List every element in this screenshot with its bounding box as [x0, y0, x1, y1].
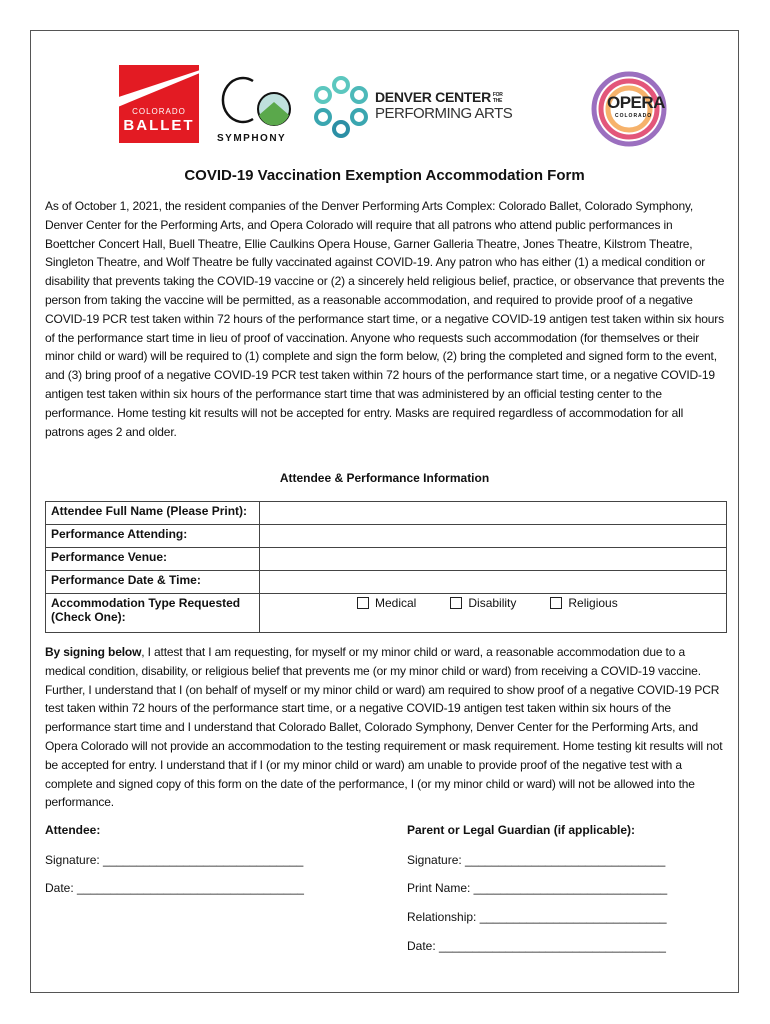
section-title: Attendee & Performance Information [279, 471, 490, 485]
opera-colorado-logo: OPERA COLORADO [589, 69, 669, 149]
medical-checkbox[interactable]: Medical [357, 596, 416, 610]
date-time-field[interactable] [260, 571, 727, 594]
guardian-relationship-line[interactable]: Relationship: ____________________________ [407, 910, 667, 924]
venue-field[interactable] [260, 548, 727, 571]
name-field[interactable] [260, 502, 727, 525]
performance-label: Performance Attending: [46, 525, 260, 548]
religious-checkbox[interactable]: Religious [550, 596, 617, 610]
guardian-date-line[interactable]: Date: __________________________________ [407, 939, 666, 953]
accommodation-options [260, 594, 727, 633]
guardian-print-name-line[interactable]: Print Name: _____________________________ [407, 881, 668, 895]
colorado-ballet-logo: COLORADO BALLET [119, 65, 199, 143]
colorado-symphony-logo: SYMPHONY [217, 71, 297, 146]
venue-label: Performance Venue: [46, 548, 260, 571]
date-time-label: Performance Date & Time: [46, 571, 260, 594]
disability-checkbox[interactable]: Disability [450, 596, 516, 610]
attendee-heading: Attendee: [45, 823, 101, 837]
form-page [30, 30, 739, 993]
form-title: COVID-19 Vaccination Exemption Accommodation Form [184, 167, 585, 184]
performance-field[interactable] [260, 525, 727, 548]
attendee-date-line[interactable]: Date: __________________________________ [45, 881, 304, 895]
name-label: Attendee Full Name (Please Print): [46, 502, 260, 525]
partner-logos [119, 65, 679, 145]
attendee-signature-line[interactable]: Signature: ______________________________ [45, 853, 304, 867]
dcpa-logo: DENVER CENTER FOR THE PERFORMING ARTS [311, 75, 541, 140]
guardian-heading: Parent or Legal Guardian (if applicable): [407, 823, 636, 837]
accommodation-label: Accommodation Type Requested (Check One): [46, 594, 260, 633]
attendee-info-table [45, 501, 727, 633]
attestation-paragraph: By signing below, I attest that I am requesting, for myself or my minor child or ward, a reasonable accommodation due to a medical condition, disability, or religious belief that prevents me (or my minor child or ward) from receiving a COVID-19 vaccine. Further, I understand that I (on behalf of myself or my minor child or ward) am required to show proof of a negative COVID-19 PCR test taken within 72 hours of the performance start time, or a negative COVID-19 antigen test taken within six hours of the performance start time and I understand that Colorado Ballet, Colorado Symphony, Denver Center for the Performing Arts, and Opera Colorado will not provide an accommodation to the testing requirement or mask requirement. Home testing kit results will not be accepted for entry. I understand that if I (or my minor child or ward) am unable to provide proof of the negative test with a complete and signed copy of this form on the date of the performance, I (or my minor child or ward) will not be allowed into the performance. [45, 645, 723, 810]
guardian-signature-line[interactable]: Signature: ______________________________ [407, 853, 666, 867]
intro-paragraph: As of October 1, 2021, the resident companies of the Denver Performing Arts Complex: Colorado Ballet, Colorado Symphony, Denver Center for the Performing Arts, and Opera Colorado will require that all patrons who attend public performances in Boettcher Concert Hall, Buell Theatre, Ellie Caulkins Opera House, Garner Galleria Theatre, Jones Theatre, Kilstrom Theatre, Singleton Theatre, and Wolf Theatre be fully vaccinated against COVID-19. Any patron who has either (1) a medical condition or disability that prevents taking the COVID-19 vaccine or (2) a sincerely held religious belief, practice, or observance that prevents the person from taking the vaccine will be permitted, as a reasonable accommodation, and required to provide proof of a negative COVID-19 PCR test taken within 72 hours of the performance start time, or a negative COVID-19 antigen test taken within six hours of the performance start time in lieu of proof of vaccination. Anyone who requests such accommodation (for themselves or their minor child or ward) will be required to (1) complete and sign the form below, (2) bring the completed and signed form to the event, and (3) bring proof of a negative COVID-19 PCR test taken within 72 hours of the performance start time, or a negative COVID-19 antigen test taken within six hours of the performance start time that was administered by an official testing center to the performance. Home testing kit results will not be accepted for entry. Masks are required regardless of accommodation for all patrons ages 2 and older. [45, 199, 725, 439]
